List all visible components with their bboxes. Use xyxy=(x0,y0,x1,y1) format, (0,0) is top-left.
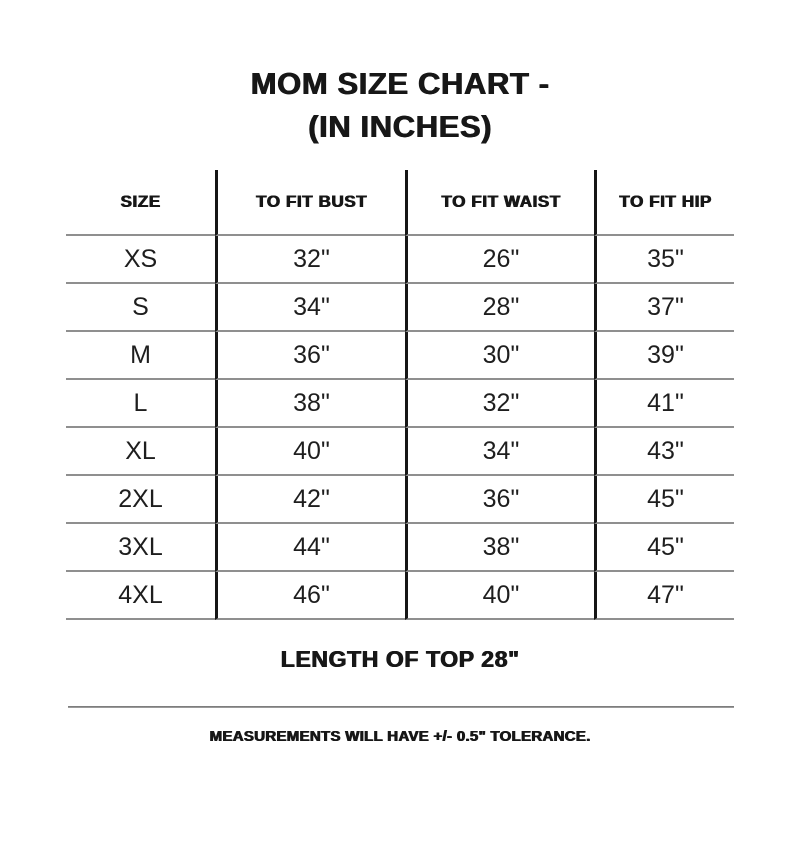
tolerance-note: MEASUREMENTS WILL HAVE +/- 0.5" TOLERANCE. xyxy=(209,728,591,745)
table-cell-bust: 42" xyxy=(215,476,405,524)
table-cell-bust: 36" xyxy=(215,332,405,380)
page-title-line2: (IN INCHES) xyxy=(308,109,492,144)
table-cell-bust: 46" xyxy=(215,572,405,620)
table-cell-waist: 34" xyxy=(405,428,594,476)
table-cell-size: M xyxy=(66,332,215,380)
table-cell-hip: 39" xyxy=(594,332,734,380)
table-cell-waist: 26" xyxy=(405,236,594,284)
table-cell-waist: 28" xyxy=(405,284,594,332)
table-cell-hip: 45" xyxy=(594,524,734,572)
table-cell-size: 4XL xyxy=(66,572,215,620)
table-cell-bust: 32" xyxy=(215,236,405,284)
table-cell-hip: 35" xyxy=(594,236,734,284)
table-cell-bust: 44" xyxy=(215,524,405,572)
page-title-line1: MOM SIZE CHART - xyxy=(250,66,550,101)
table-cell-waist: 40" xyxy=(405,572,594,620)
table-cell-waist: 30" xyxy=(405,332,594,380)
header-cell-bust: TO FIT BUST xyxy=(215,170,405,236)
table-cell-bust: 38" xyxy=(215,380,405,428)
table-cell-hip: 45" xyxy=(594,476,734,524)
table-cell-size: XL xyxy=(66,428,215,476)
table-cell-waist: 36" xyxy=(405,476,594,524)
table-cell-bust: 40" xyxy=(215,428,405,476)
footer-divider xyxy=(68,706,734,708)
table-cell-hip: 43" xyxy=(594,428,734,476)
table-cell-hip: 41" xyxy=(594,380,734,428)
table-cell-size: 2XL xyxy=(66,476,215,524)
page-title xyxy=(0,62,800,148)
size-table xyxy=(66,170,734,620)
header-cell-hip: TO FIT HIP xyxy=(594,170,734,236)
table-cell-hip: 37" xyxy=(594,284,734,332)
table-cell-bust: 34" xyxy=(215,284,405,332)
table-cell-size: S xyxy=(66,284,215,332)
table-cell-size: 3XL xyxy=(66,524,215,572)
table-cell-waist: 38" xyxy=(405,524,594,572)
header-cell-waist: TO FIT WAIST xyxy=(405,170,594,236)
table-cell-hip: 47" xyxy=(594,572,734,620)
table-cell-size: L xyxy=(66,380,215,428)
length-note: LENGTH OF TOP 28" xyxy=(280,646,520,672)
table-cell-waist: 32" xyxy=(405,380,594,428)
table-cell-size: XS xyxy=(66,236,215,284)
header-cell-size: SIZE xyxy=(66,170,215,236)
